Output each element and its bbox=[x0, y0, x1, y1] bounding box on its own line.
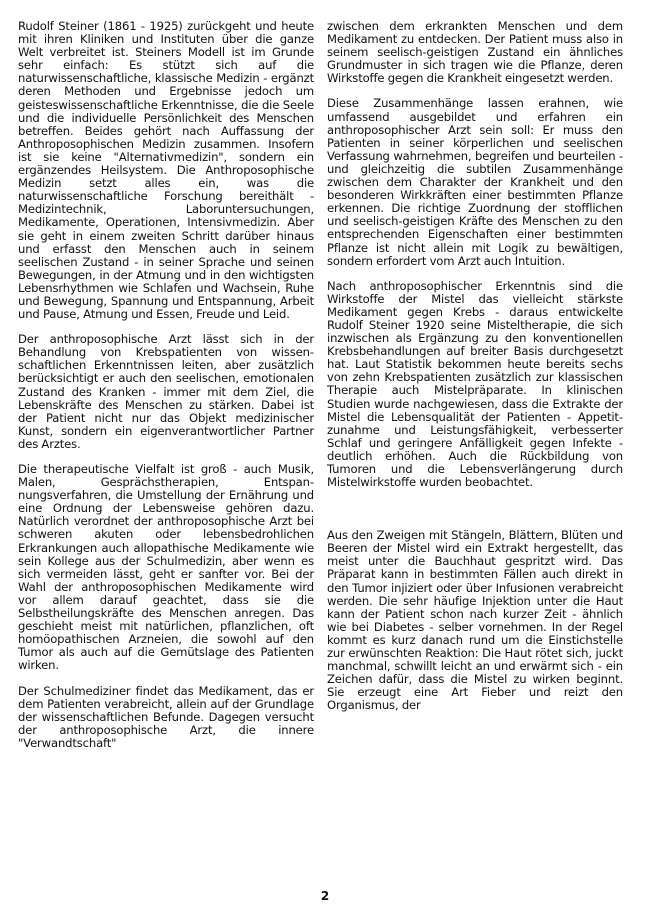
paragraph: Der Schulmediziner findet das Medikament, das er dem Patienten verabreicht, allein auf der Grundlage der wissenschaftlichen Befunde. Dagegen versucht der anthroposophische Arzt, die innere "Verwandtschaft" bbox=[18, 683, 314, 750]
paragraph: Aus den Zweigen mit Stängeln, Blättern, Blüten und Beeren der Mistel wird ein Extrakt hergestellt, das meist unter die Bauchhaut gespritzt wird. Das Präparat kann in bestimmten Fällen auch direkt in den Tumor injiziert oder über Infusionen verabreicht werden. Die sehr häufige Injektion unter die Haut kann der Patient schon nach kurzer Zeit - ähnlich wie bei Diabetes - selber vornehmen. In der Regel kommt es kurz danach rund um die Einstichstelle zur erwünschten Reaktion: Die Haut rötet sich, juckt manchmal, schwillt leicht an und erwärmt sich - ein Zeichen dafür, dass die Mistel zu wirken beginnt. Sie erzeugt eine Art Fieber und reizt den Organismus, der bbox=[327, 528, 623, 713]
left-column bbox=[18, 20, 314, 750]
paragraph: Die therapeutische Vielfalt ist groß - auch Musik, Malen, Gesprächstherapien, Entspannungsverfahren, die Umstellung der Ernährung und eine Ordnung der Lebensweise gehören dazu. Natürlich verordnet der anthroposophische Arzt bei schweren akuten oder lebensbedrohlichen Erkrankungen auch allopathische Medikamente wie sein Kollege aus der Schulmedizin, aber wenn es sich vermeiden lässt, geht er sanfter vor. Bei der Wahl der anthroposophischen Medikamente wird vor allem darauf geachtet, dass sie die Selbstheilungskräfte des Menschen anregen. Das geschieht meist mit natürlichen, pflanzlichen, oft homöopathischen Arzneien, die sowohl auf den Tumor als auch auf die Gemütslage des Patienten wirken. bbox=[18, 462, 314, 673]
paragraph: Diese Zusammenhänge lassen erahnen, wie umfassend ausgebildet und erfahren ein anthroposophischer Arzt sein soll: Er muss den Patienten in seiner körperlichen und seelischen Verfassung wahrnehmen, begreifen und beurteilen - und gleichzeitig die subtilen Zusammenhänge zwischen dem Charakter der Krankheit und den besonderen Wirkkräften einer bestimmten Pflanze erkennen. Die richtige Zuordnung der stofflichen und seelisch-geistigen Kräfte des Menschen zu den entsprechenden Eigenschaften einer bestimmten Pflanze ist nicht allein mit Logik zu bewältigen, sondern erfordert vom Arzt auch Intuition. bbox=[327, 96, 623, 268]
paragraph: Rudolf Steiner (1861 - 1925) zurückgeht und heute mit ihren Kliniken und Instituten über die ganze Welt verbreitet ist. Steiners Modell ist im Grunde sehr einfach: Es stützt sich auf die naturwissenschaftliche, klassische Medizin - ergänzt deren Methoden und Ergebnisse jedoch um geisteswissenschaftliche Erkenntnisse, die die Seele und die individuelle Persönlichkeit des Menschen betreffen. Beides gehört nach Auffassung der Anthroposophischen Medizin zusammen. Insofern ist sie keine "Alternativmedizin", sondern ein ergänzendes Heilsystem. Die Anthroposophische Medizin setzt alles ein, was die naturwissenschaftliche Forschung bereithält - Medizintechnik, Laboruntersuchungen, Medikamente, Operationen, Intensivmedizin. Aber sie geht in einem zweiten Schritt darüber hinaus und erfasst den Menschen auch in seinem seelischen Zustand - in seiner Sprache und seinen Bewegungen, in der Atmung und in den wichtigsten Lebensrhythmen wie Schlafen und Wachsein, Ruhe und Bewegung, Spannung und Entspannung, Arbeit und Pause, Atmung und Essen, Freude und Leid. bbox=[18, 19, 314, 322]
paragraph: Nach anthroposophischer Erkenntnis sind die Wirkstoffe der Mistel das vielleicht stärkste Medikament gegen Krebs - daraus entwickelte Rudolf Steiner 1920 seine Misteltherapie, die sich inzwischen als Ergänzung zu den konventionellen Krebsbehandlungen auf breiter Basis durchgesetzt hat. Laut Statistik bekommen heute bereits sechs von zehn Krebspatienten zusätzlich zur klassischen Therapie auch Mistelpräparate. In klinischen Studien wurde nachgewiesen, dass die Extrakte der Mistel die Lebensqualität der Patienten - Appetitzunahme und Leistungsfähigkeit, verbesserter Schlaf und geringere Anfälligkeit gegen Infekte - deutlich erhöhen. Auch die Rückbildung von Tumoren und die Lebensverlängerung durch Mistelwirkstoffe wurden beobachtet. bbox=[327, 278, 623, 490]
paragraph: zwischen dem erkrankten Menschen und dem Medikament zu entdecken. Der Patient muss also in seinem seelisch-geistigen Zustand ein ähnliches Grundmuster in sich tragen wie die Pflanze, deren Wirkstoffe gegen die Krankheit eingesetzt werden. bbox=[327, 19, 623, 86]
right-column bbox=[327, 20, 623, 713]
page-number: 2 bbox=[320, 889, 330, 903]
paragraph: Der anthroposophische Arzt lässt sich in der Behandlung von Krebspatienten von wissenschaftlichen Erkenntnissen leiten, aber zusätzlich berücksichtigt er auch den seelischen, emotionalen Zustand des Kranken - immer mit dem Ziel, die Lebenskräfte des Menschen zu stärken. Dabei ist der Patient nicht nur das Objekt medizinischer Kunst, sondern ein eigenverantwortlicher Partner des Arztes. bbox=[18, 332, 314, 451]
